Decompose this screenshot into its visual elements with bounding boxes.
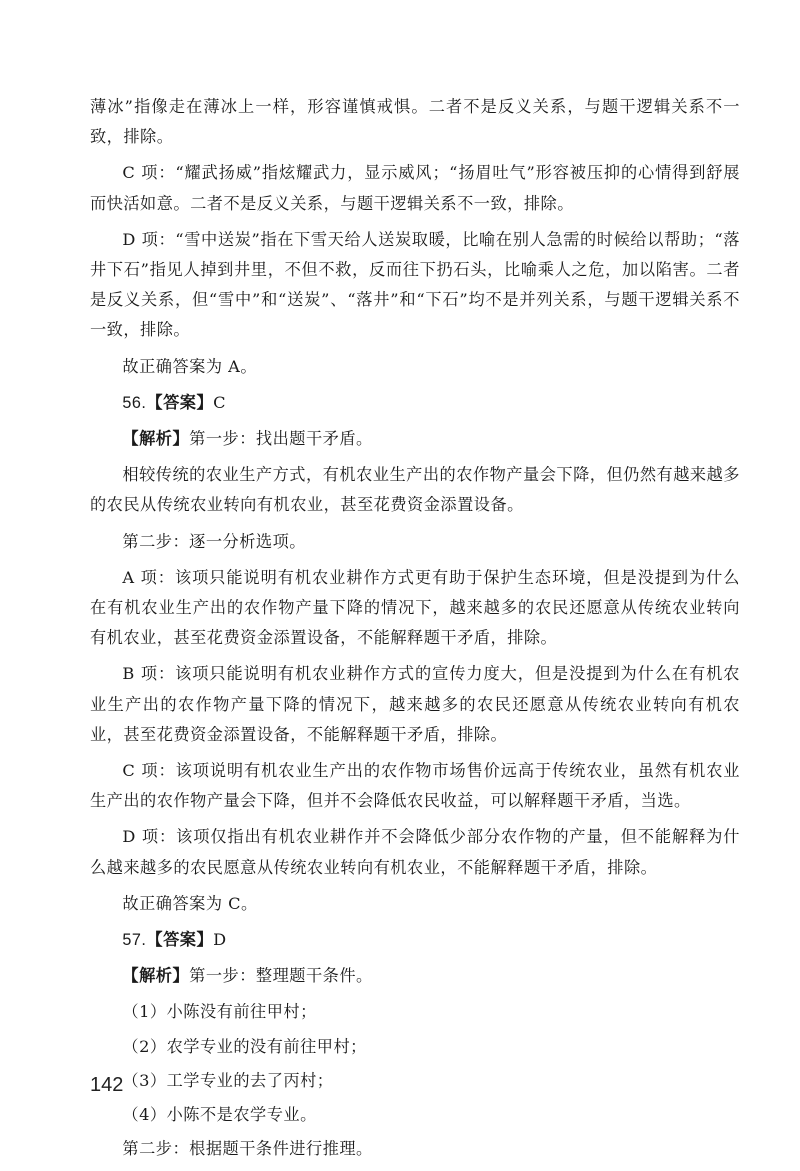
q56-contradiction: 相较传统的农业生产方式，有机农业生产出的农作物产量会下降，但仍然有越来越多的农民从传统农业转向有机农业，甚至花费资金添置设备。 bbox=[90, 465, 740, 515]
q57-step1: 第一步：整理题干条件。 bbox=[189, 966, 373, 986]
q56-step1: 第一步：找出题干矛盾。 bbox=[189, 429, 373, 449]
paragraph-option-d: D 项：“雪中送炭”指在下雪天给人送炭取暖，比喻在别人急需的时候给以帮助；“落井下石”指见人掉到井里，不但不救，反而往下扔石头，比喻乘人之危，加以陷害。二者是反义关系，但“雪中”和“送炭”、“落井”和“下石”均不是并列关系，与题干逻辑关系不一致，排除。 bbox=[90, 229, 740, 340]
q57-number: 57. bbox=[122, 931, 147, 950]
q56-step2: 第二步：逐一分析选项。 bbox=[122, 531, 306, 551]
paragraph-answer-55: 故正确答案为 A。 bbox=[122, 356, 258, 376]
q57-answer-tag: 【答案】 bbox=[146, 930, 214, 950]
q56-option-a: A 项：该项只能说明有机农业耕作方式更有助于保护生态环境，但是没提到为什么在有机农业生产出的农作物产量下降的情况下，越来越多的农民还愿意从传统农业转向有机农业，甚至花费资金添置设备，不能解释题干矛盾，排除。 bbox=[90, 567, 740, 648]
q57-condition-1: （1）小陈没有前往甲村； bbox=[122, 1002, 317, 1022]
q56-option-d: D 项：该项仅指出有机农业耕作并不会降低少部分农作物的产量，但不能解释为什么越来越多的农民愿意从传统农业转向有机农业，不能解释题干矛盾，排除。 bbox=[90, 827, 740, 877]
q57-analysis-line bbox=[90, 961, 740, 991]
page-content bbox=[90, 92, 740, 1171]
q56-answer-tag: 【答案】 bbox=[146, 392, 214, 412]
q56-option-b: B 项：该项只能说明有机农业耕作方式的宣传力度大，但是没提到为什么在有机农业生产出的农作物产量下降的情况下，越来越多的农民还愿意从传统农业转向有机农业，甚至花费资金添置设备，不能解释题干矛盾，排除。 bbox=[90, 664, 740, 744]
q56-answer: C bbox=[213, 392, 227, 412]
page-number: 142 bbox=[90, 1074, 124, 1096]
q57-step2: 第二步：根据题干条件进行推理。 bbox=[122, 1139, 373, 1159]
q56-number: 56. bbox=[122, 393, 147, 412]
paragraph-option-c: C 项：“耀武扬威”指炫耀武力，显示威风；“扬眉吐气”形容被压抑的心情得到舒展而快活如意。二者不是反义关系，与题干逻辑关系不一致，排除。 bbox=[90, 163, 740, 213]
q57-analysis-tag: 【解析】 bbox=[122, 966, 190, 986]
q57-condition-2: （2）农学专业的没有前往甲村； bbox=[122, 1036, 367, 1056]
q56-conclusion: 故正确答案为 C。 bbox=[122, 893, 258, 913]
q56-answer-line bbox=[90, 388, 740, 418]
q56-analysis-tag: 【解析】 bbox=[122, 429, 190, 449]
paragraph-option-b-tail: 薄冰”指像走在薄冰上一样，形容谨慎戒惧。二者不是反义关系，与题干逻辑关系不一致，排除。 bbox=[90, 97, 740, 147]
q56-option-c: C 项：该项说明有机农业生产出的农作物市场售价远高于传统农业，虽然有机农业生产出的农作物产量会下降，但并不会降低农民收益，可以解释题干矛盾，当选。 bbox=[90, 761, 740, 811]
q57-answer-line bbox=[90, 925, 740, 955]
q57-answer: D bbox=[213, 930, 227, 950]
q57-condition-4: （4）小陈不是农学专业。 bbox=[122, 1105, 317, 1125]
q56-analysis-line bbox=[90, 424, 740, 454]
q57-condition-3: （3）工学专业的去了丙村； bbox=[122, 1070, 334, 1090]
